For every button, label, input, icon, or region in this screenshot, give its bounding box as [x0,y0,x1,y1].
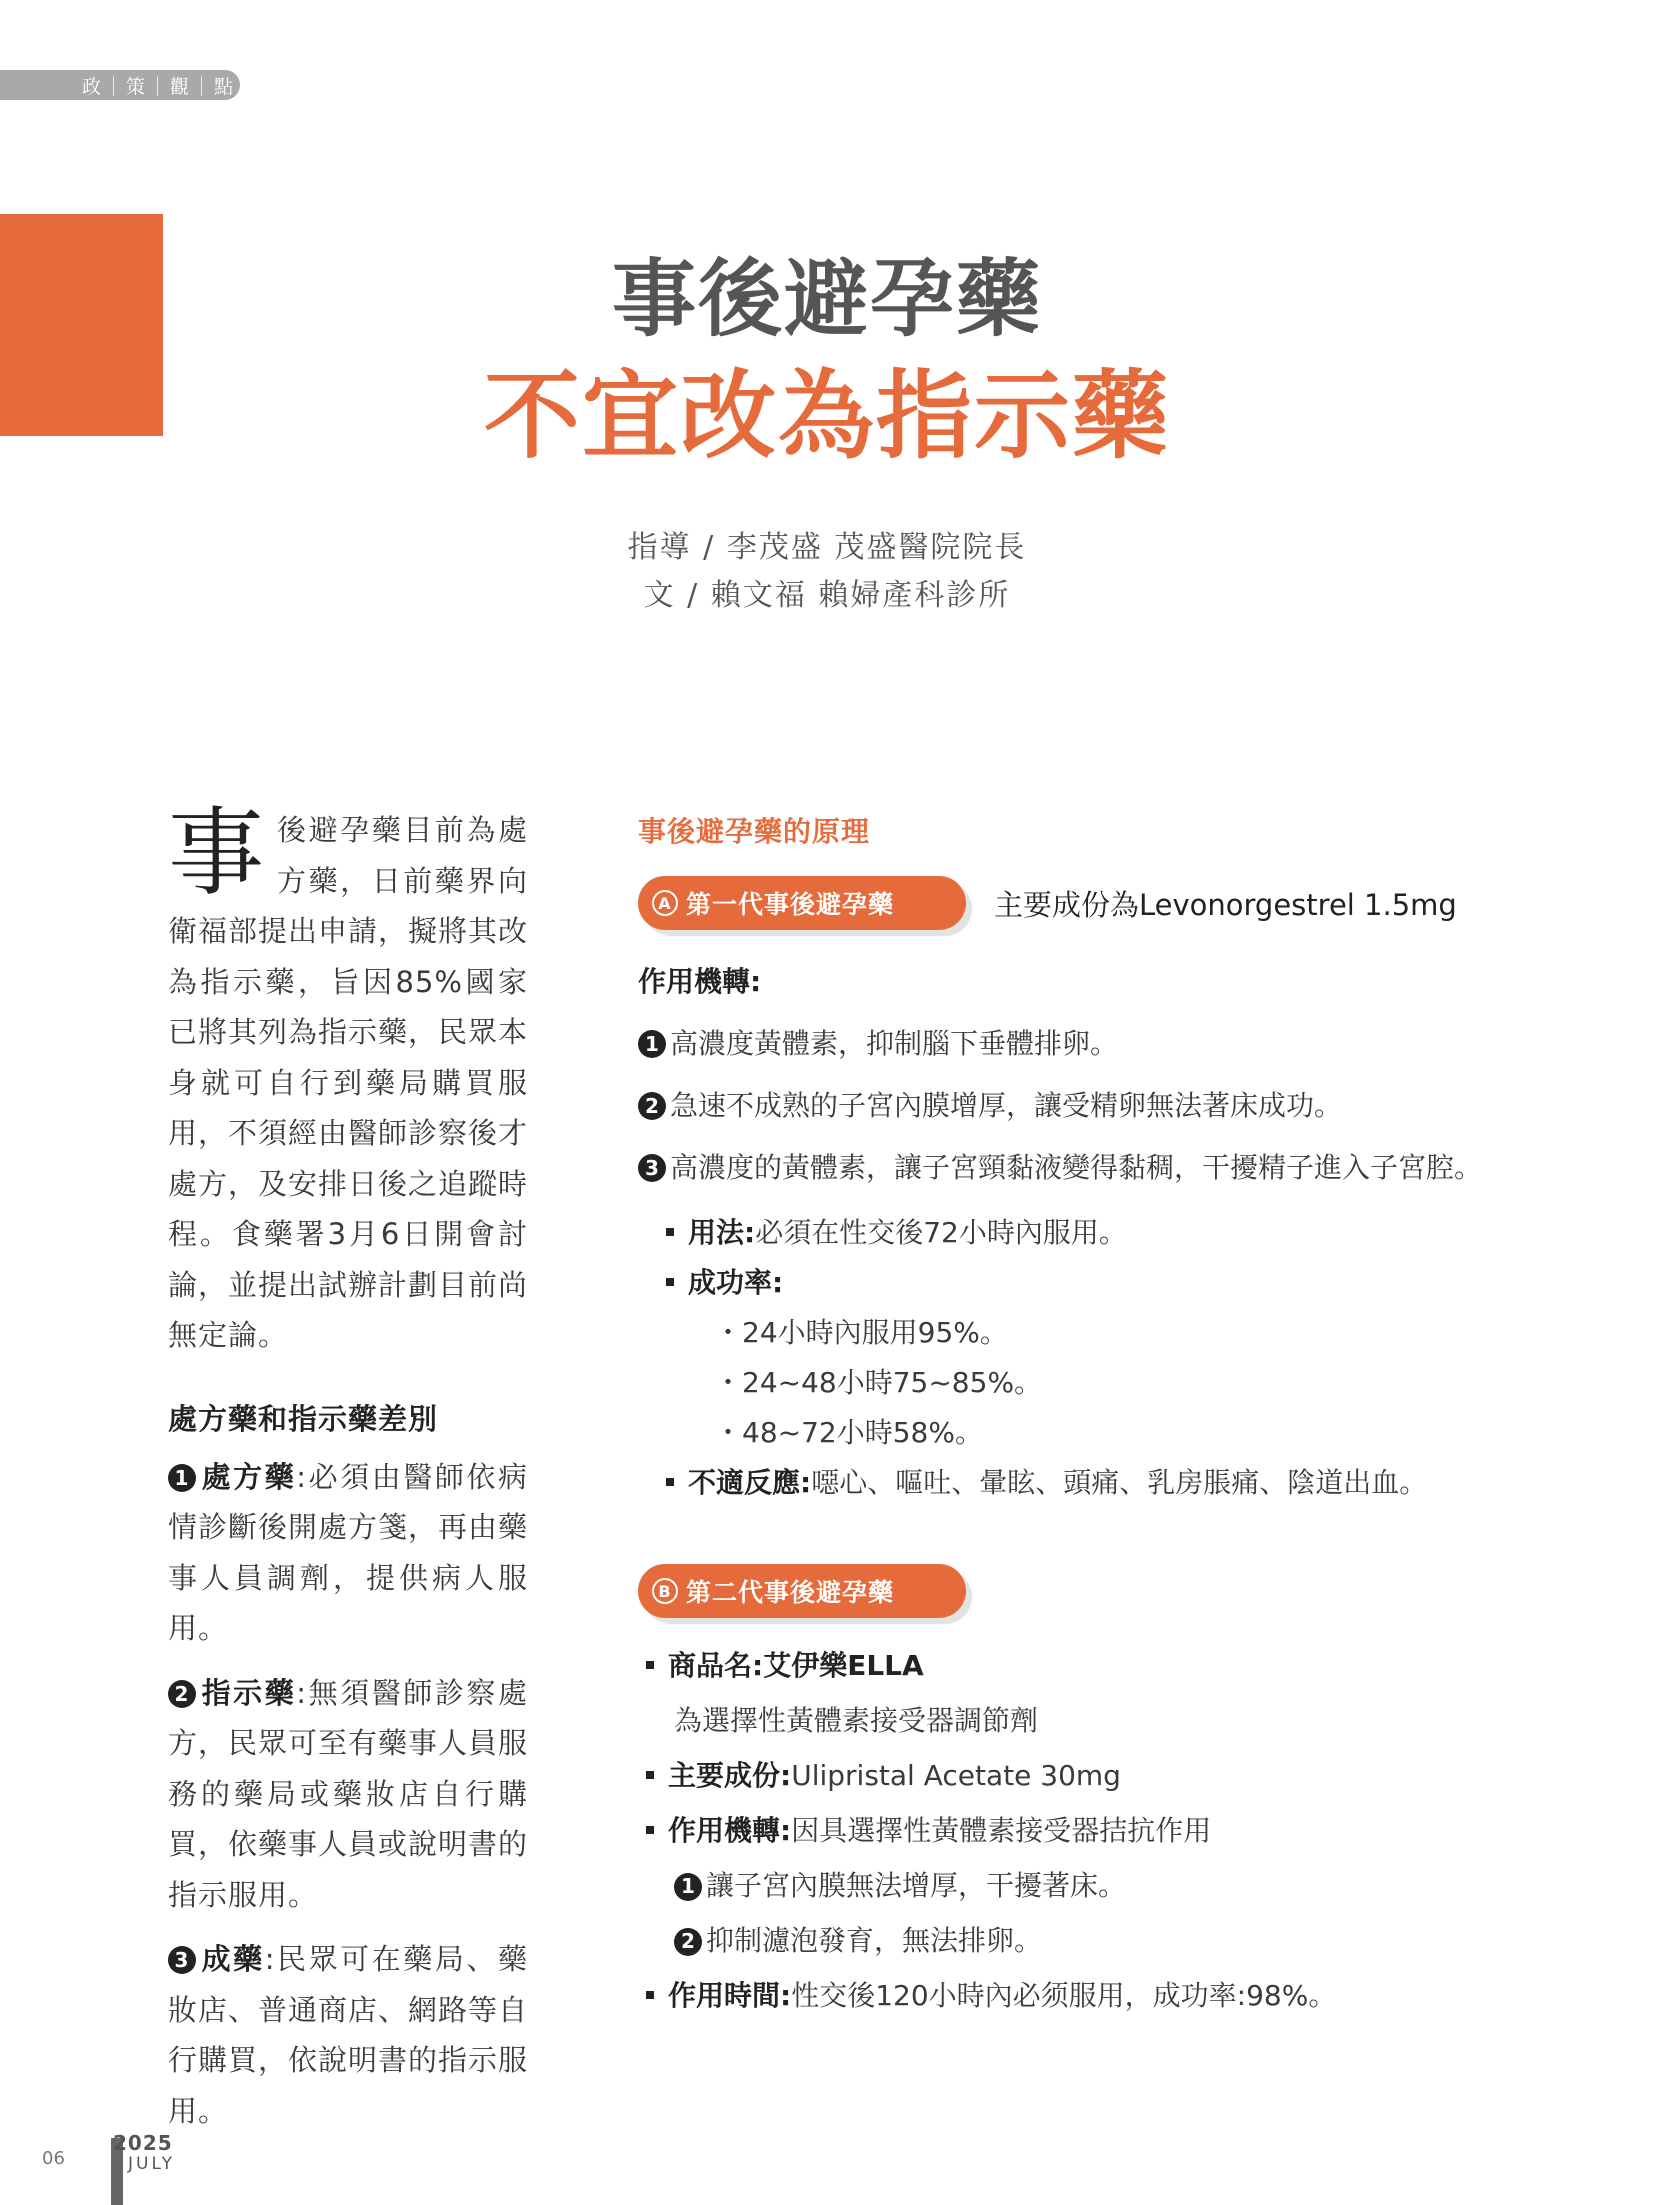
footer-year: 2025 [113,2131,173,2155]
number-3-icon: 3 [638,1154,666,1182]
number-2-icon: 2 [674,1928,702,1956]
ingredient-item [646,1748,1538,1803]
mechanism-text: 抑制濾泡發育，無法排卵。 [706,1924,1043,1957]
usage-term: 用法: [688,1216,756,1249]
page-number: 06 [42,2148,65,2169]
right-column [638,810,1538,2023]
number-2-icon: 2 [638,1092,666,1120]
mechanism-item [674,1913,1538,1968]
number-2-icon: 2 [168,1680,196,1708]
badge-b-icon: B [652,1578,678,1604]
bullet-square-icon [646,1661,654,1669]
adverse-item [666,1458,1538,1508]
gen1-label: 第一代事後避孕藥 [686,890,895,919]
adverse-text: 噁心、嘔吐、暈眩、頭痛、乳房脹痛、陰道出血。 [811,1466,1428,1499]
success-rate: ・48~72小時58%。 [714,1416,983,1449]
drop-cap: 事 [168,797,265,909]
time-term: 作用時間: [668,1979,792,2012]
definition-item [168,1934,528,2136]
adverse-term: 不適反應: [688,1466,812,1499]
success-rate: ・24~48小時75~85%。 [714,1366,1043,1399]
definition-item [168,1452,528,1654]
gen2-pill [638,1564,966,1618]
byline-author: 文 / 賴文福 賴婦產科診所 [643,578,1011,613]
time-text: 性交後120小時內必须服用，成功率:98%。 [791,1979,1337,2012]
gen2-header [638,1564,1538,1618]
number-1-icon: 1 [638,1030,666,1058]
gen1-details [666,1208,1538,1508]
section-label: 政｜策｜觀｜點 [82,75,237,98]
mechanism-text: 高濃度黃體素，抑制腦下垂體排卵。 [670,1027,1119,1060]
bullet-square-icon [666,1478,674,1486]
byline-advisor: 指導 / 李茂盛 茂盛醫院院長 [627,530,1027,565]
brand-item [646,1638,1538,1693]
gen2-mechanism-text: 因具選擇性黃體素接受器拮抗作用 [791,1814,1212,1847]
definition-text: :無須醫師診察處方，民眾可至有藥事人員服務的藥局或藥妝店自行購買，依藥事人員或說明書的指示服用。 [168,1675,529,1912]
intro-text: 後避孕藥目前為處方藥，日前藥界向衛福部提出申請，擬將其改為指示藥，旨因85%國家已將其列為指示藥，民眾本身就可自行到藥局購買服用，不須經由醫師診察後才處方，及安排日後之追蹤時程。食藥署3月6日開會討論，並提出試辦計劃目前尚無定論。 [168,813,529,1352]
bullet-square-icon [666,1228,674,1236]
usage-item [666,1208,1538,1258]
usage-text: 必須在性交後72小時內服用。 [755,1216,1127,1249]
right-heading: 事後避孕藥的原理 [638,815,871,848]
success-item [666,1258,1538,1308]
number-1-icon: 1 [674,1873,702,1901]
ingredient-term: 主要成份: [668,1759,792,1792]
page-title-line2: 不宜改為指示藥 [484,359,1170,472]
mechanism-item [638,1022,1538,1062]
mechanism-item [638,1084,1538,1124]
footer-month: JULY [128,2154,176,2174]
definition-text: :必須由醫師依病情診斷後開處方箋，再由藥事人員調劑，提供病人服用。 [168,1459,529,1645]
intro-paragraph [168,797,529,1361]
gen1-ingredient: 主要成份為Levonorgestrel 1.5mg [994,887,1457,922]
gen1-mechanism-title: 作用機轉: [638,965,762,998]
mechanism-text: 高濃度的黃體素，讓子宮頸黏液變得黏稠，干擾精子進入子宮腔。 [670,1151,1483,1184]
mechanism-text: 讓子宮內膜無法增厚，干擾著床。 [706,1869,1127,1902]
definition-term: 成藥 [200,1942,265,1976]
mechanism-text: 急速不成熟的子宮內膜增厚，讓受精卵無法著床成功。 [670,1089,1343,1122]
left-column [168,797,529,2136]
definition-text: :民眾可在藥局、藥妝店、普通商店、網路等自行購買，依說明書的指示服用。 [168,1942,529,2128]
mechanism-item [638,1146,1538,1186]
ingredient-text: Ulipristal Acetate 30mg [791,1759,1121,1792]
left-heading: 處方藥和指示藥差別 [168,1401,439,1436]
number-1-icon: 1 [168,1464,196,1492]
gen2-label: 第二代事後避孕藥 [686,1578,895,1607]
gen2-mechanism-item [646,1803,1538,1858]
badge-a-icon: A [652,890,678,916]
bullet-square-icon [666,1278,674,1286]
section-tab [0,70,240,100]
definition-term: 處方藥 [200,1459,297,1494]
gen1-header [638,876,1538,930]
brand-desc: 為選擇性黃體素接受器調節劑 [674,1704,1039,1737]
page-title-line1: 事後避孕藥 [611,249,1042,348]
bullet-square-icon [646,1826,654,1834]
gen1-pill [638,876,966,930]
gen2-details [646,1638,1538,2023]
brand-term: 商品名:艾伊樂ELLA [668,1649,924,1682]
time-item [646,1968,1538,2023]
definition-term: 指示藥 [200,1675,297,1710]
success-term: 成功率: [688,1266,784,1299]
gen2-mechanism-term: 作用機轉: [668,1814,792,1847]
success-rate: ・24小時內服用95%。 [714,1316,1008,1349]
bullet-square-icon [646,1771,654,1779]
mechanism-item [674,1858,1538,1913]
bullet-square-icon [646,1991,654,1999]
number-3-icon: 3 [168,1946,196,1974]
definition-item [168,1668,528,1921]
